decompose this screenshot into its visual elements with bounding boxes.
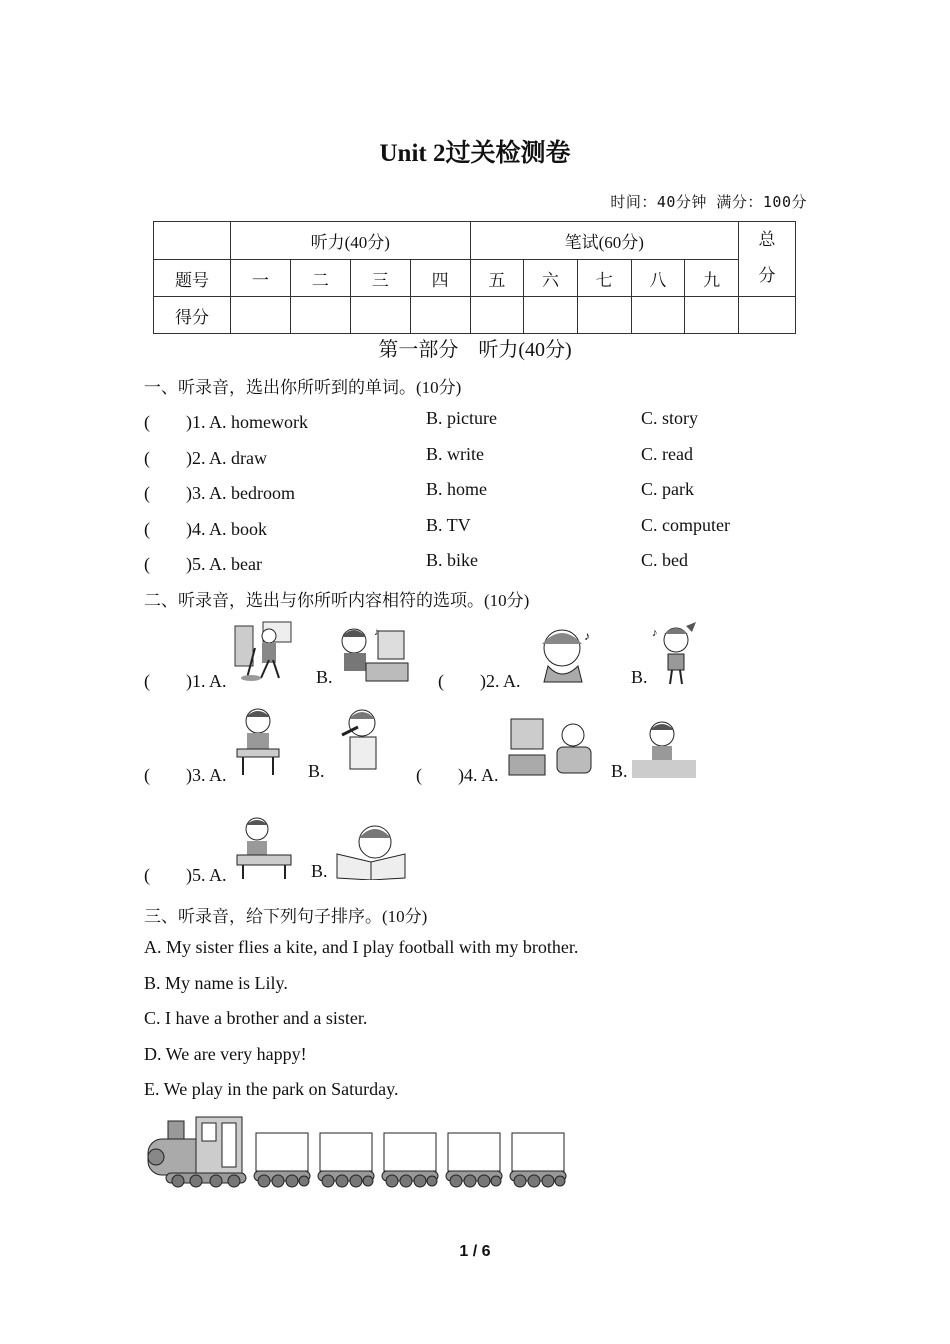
q4-b: B. TV [426,515,471,535]
score-cell[interactable] [350,297,410,334]
score-cell[interactable] [290,297,350,334]
score-cell[interactable] [685,297,739,334]
singing-girl-picture [528,622,598,684]
section2-heading: 二、听录音，选出与你所听内容相符的选项。(10分) [144,591,530,610]
part-one-heading: 第一部分 听力(40分) [378,339,572,361]
q3-a: ( )3. A. bedroom [144,483,295,503]
sweeping-picture [233,620,295,682]
reading-girl-picture [333,820,411,880]
s2-q4-b: B. [611,761,628,781]
total-header [739,222,796,297]
listening-header: 听力(40分) [231,222,471,260]
total-header-char-2: 分 [758,266,776,285]
s2-q1-b: B. [316,667,333,687]
sentence-d: D. We are very happy! [144,1044,307,1064]
svg-text:♪: ♪ [652,627,658,639]
s2-q4-label: ( )4. A. [416,765,499,785]
section3-heading: 三、听录音，给下列句子排序。(10分) [144,907,428,926]
q1-a: ( )1. A. homework [144,412,308,432]
svg-text:♪: ♪ [584,629,590,643]
computer-picture [336,623,411,683]
time-info: 时间：40分钟 满分：100分 [610,193,807,211]
number-cell: 二 [290,260,350,297]
score-cell[interactable] [470,297,524,334]
train-engine [148,1117,246,1187]
number-cell: 八 [631,260,685,297]
q5-a: ( )5. A. bear [144,554,262,574]
train-car-3[interactable] [382,1133,438,1187]
q2-c: C. read [641,444,693,464]
page-title: Unit 2过关检测卷 [379,140,571,167]
writing-girl-picture [235,815,293,880]
train-car-4[interactable] [446,1133,502,1187]
train-answer-diagram [144,1115,569,1193]
s2-q2-label: ( )2. A. [438,671,521,691]
score-table [153,221,796,334]
total-score-cell[interactable] [739,297,796,334]
train-car-5[interactable] [510,1133,566,1187]
q3-b: B. home [426,479,487,499]
s2-q1-label: ( )1. A. [144,671,227,691]
page-number: 1 / 6 [459,1243,491,1260]
row-label-number: 题号 [154,260,231,297]
number-cell: 四 [410,260,470,297]
score-cell[interactable] [524,297,578,334]
row-label-score: 得分 [154,297,231,334]
score-cell[interactable] [577,297,631,334]
dancing-girl-picture [650,620,700,686]
s2-q2-b: B. [631,667,648,687]
train-car-1[interactable] [254,1133,310,1187]
sentence-c: C. I have a brother and a sister. [144,1008,368,1028]
svg-text:♪: ♪ [374,627,379,638]
section1-heading: 一、听录音，选出你所听到的单词。(10分) [144,378,462,397]
q1-b: B. picture [426,408,497,428]
number-cell: 五 [470,260,524,297]
total-header-char-1: 总 [758,230,776,249]
sentence-b: B. My name is Lily. [144,973,288,993]
q2-b: B. write [426,444,484,464]
s2-q5-label: ( )5. A. [144,865,227,885]
number-cell: 六 [524,260,578,297]
sentence-e: E. We play in the park on Saturday. [144,1079,399,1099]
watching-tv-picture [507,715,597,777]
writing-header: 笔试(60分) [470,222,738,260]
score-cell[interactable] [410,297,470,334]
s2-q5-b: B. [311,861,328,881]
number-cell: 七 [577,260,631,297]
q5-b: B. bike [426,550,478,570]
number-cell: 一 [231,260,291,297]
s2-q3-b: B. [308,761,325,781]
q1-c: C. story [641,408,699,428]
q5-c: C. bed [641,550,688,570]
train-car-2[interactable] [318,1133,374,1187]
q2-a: ( )2. A. draw [144,448,267,468]
score-cell[interactable] [631,297,685,334]
sentence-a: A. My sister flies a kite, and I play football with my brother. [144,937,579,957]
q3-c: C. park [641,479,694,499]
number-cell: 九 [685,260,739,297]
number-cell: 三 [350,260,410,297]
eating-boy-picture [233,705,283,777]
score-cell[interactable] [231,297,291,334]
girl-at-table-picture [632,716,696,778]
s2-q3-label: ( )3. A. [144,765,227,785]
brushing-teeth-picture [330,705,390,777]
q4-c: C. computer [641,515,730,535]
q4-a: ( )4. A. book [144,519,267,539]
